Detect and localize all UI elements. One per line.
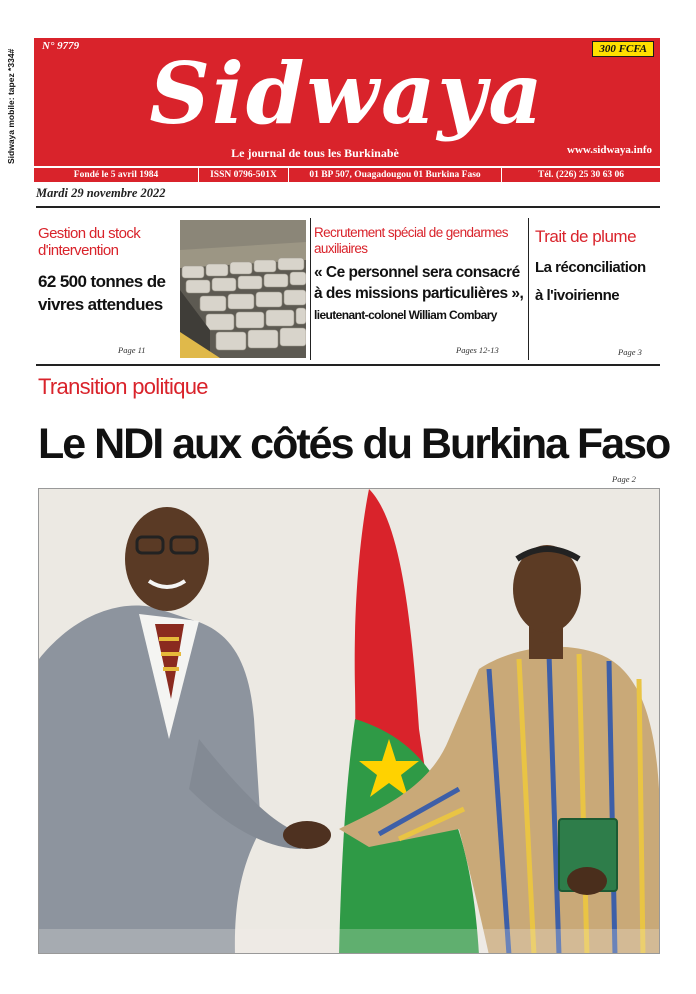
teaser-kicker: Gestion du stock d'intervention bbox=[38, 225, 141, 259]
founded-date: Fondé le 5 avril 1984 bbox=[34, 168, 199, 182]
postal-address: 01 BP 507, Ouagadougou 01 Burkina Faso bbox=[289, 168, 502, 182]
teaser-byline: lieutenant-colonel William Combary bbox=[314, 308, 497, 322]
page-reference: Pages 12-13 bbox=[456, 345, 499, 355]
handshake-image bbox=[39, 489, 660, 954]
page-reference: Page 2 bbox=[612, 474, 636, 484]
page-reference: Page 3 bbox=[618, 347, 642, 357]
teaser-headline[interactable]: 62 500 tonnes de vivres attendues bbox=[38, 272, 166, 314]
tagline: Le journal de tous les Burkinabè bbox=[231, 146, 399, 160]
teaser-headline[interactable] bbox=[535, 254, 660, 310]
issue-date: Mardi 29 novembre 2022 bbox=[36, 186, 166, 200]
price-badge: 300 FCFA bbox=[592, 41, 654, 57]
phone-number: Tél. (226) 25 30 63 06 bbox=[537, 170, 625, 180]
newspaper-logo: Sidwaya bbox=[149, 44, 545, 143]
mobile-service-note: Sidwaya mobile: tapez *334# bbox=[6, 48, 16, 164]
grain-sacks-photo bbox=[180, 220, 306, 358]
website-link[interactable]: www.sidwaya.info bbox=[567, 144, 652, 156]
issue-number: N° 9779 bbox=[42, 40, 80, 52]
column-divider bbox=[528, 218, 529, 360]
column-title: Trait de plume bbox=[535, 227, 637, 246]
column-divider bbox=[310, 218, 311, 360]
issn: ISSN 0796-501X bbox=[199, 168, 289, 182]
teaser-headline[interactable] bbox=[314, 262, 524, 326]
info-bar bbox=[34, 166, 660, 182]
section-label: Transition politique bbox=[38, 374, 208, 399]
teaser-headline-line: à l'ivoirienne bbox=[535, 287, 620, 304]
page-reference: Page 11 bbox=[118, 345, 146, 355]
teaser-quote: « Ce personnel sera consacré à des missions particulières », bbox=[314, 264, 524, 302]
main-photo bbox=[38, 488, 660, 954]
main-headline[interactable]: Le NDI aux côtés du Burkina Faso bbox=[38, 420, 670, 468]
masthead bbox=[34, 38, 660, 166]
teaser-bottom-divider bbox=[36, 364, 660, 366]
teaser-kicker: Recrutement spécial de gendarmes auxiliaires bbox=[314, 225, 508, 256]
warehouse-image bbox=[180, 220, 306, 358]
top-divider bbox=[36, 206, 660, 208]
teaser-headline-line: La réconciliation bbox=[535, 259, 646, 276]
